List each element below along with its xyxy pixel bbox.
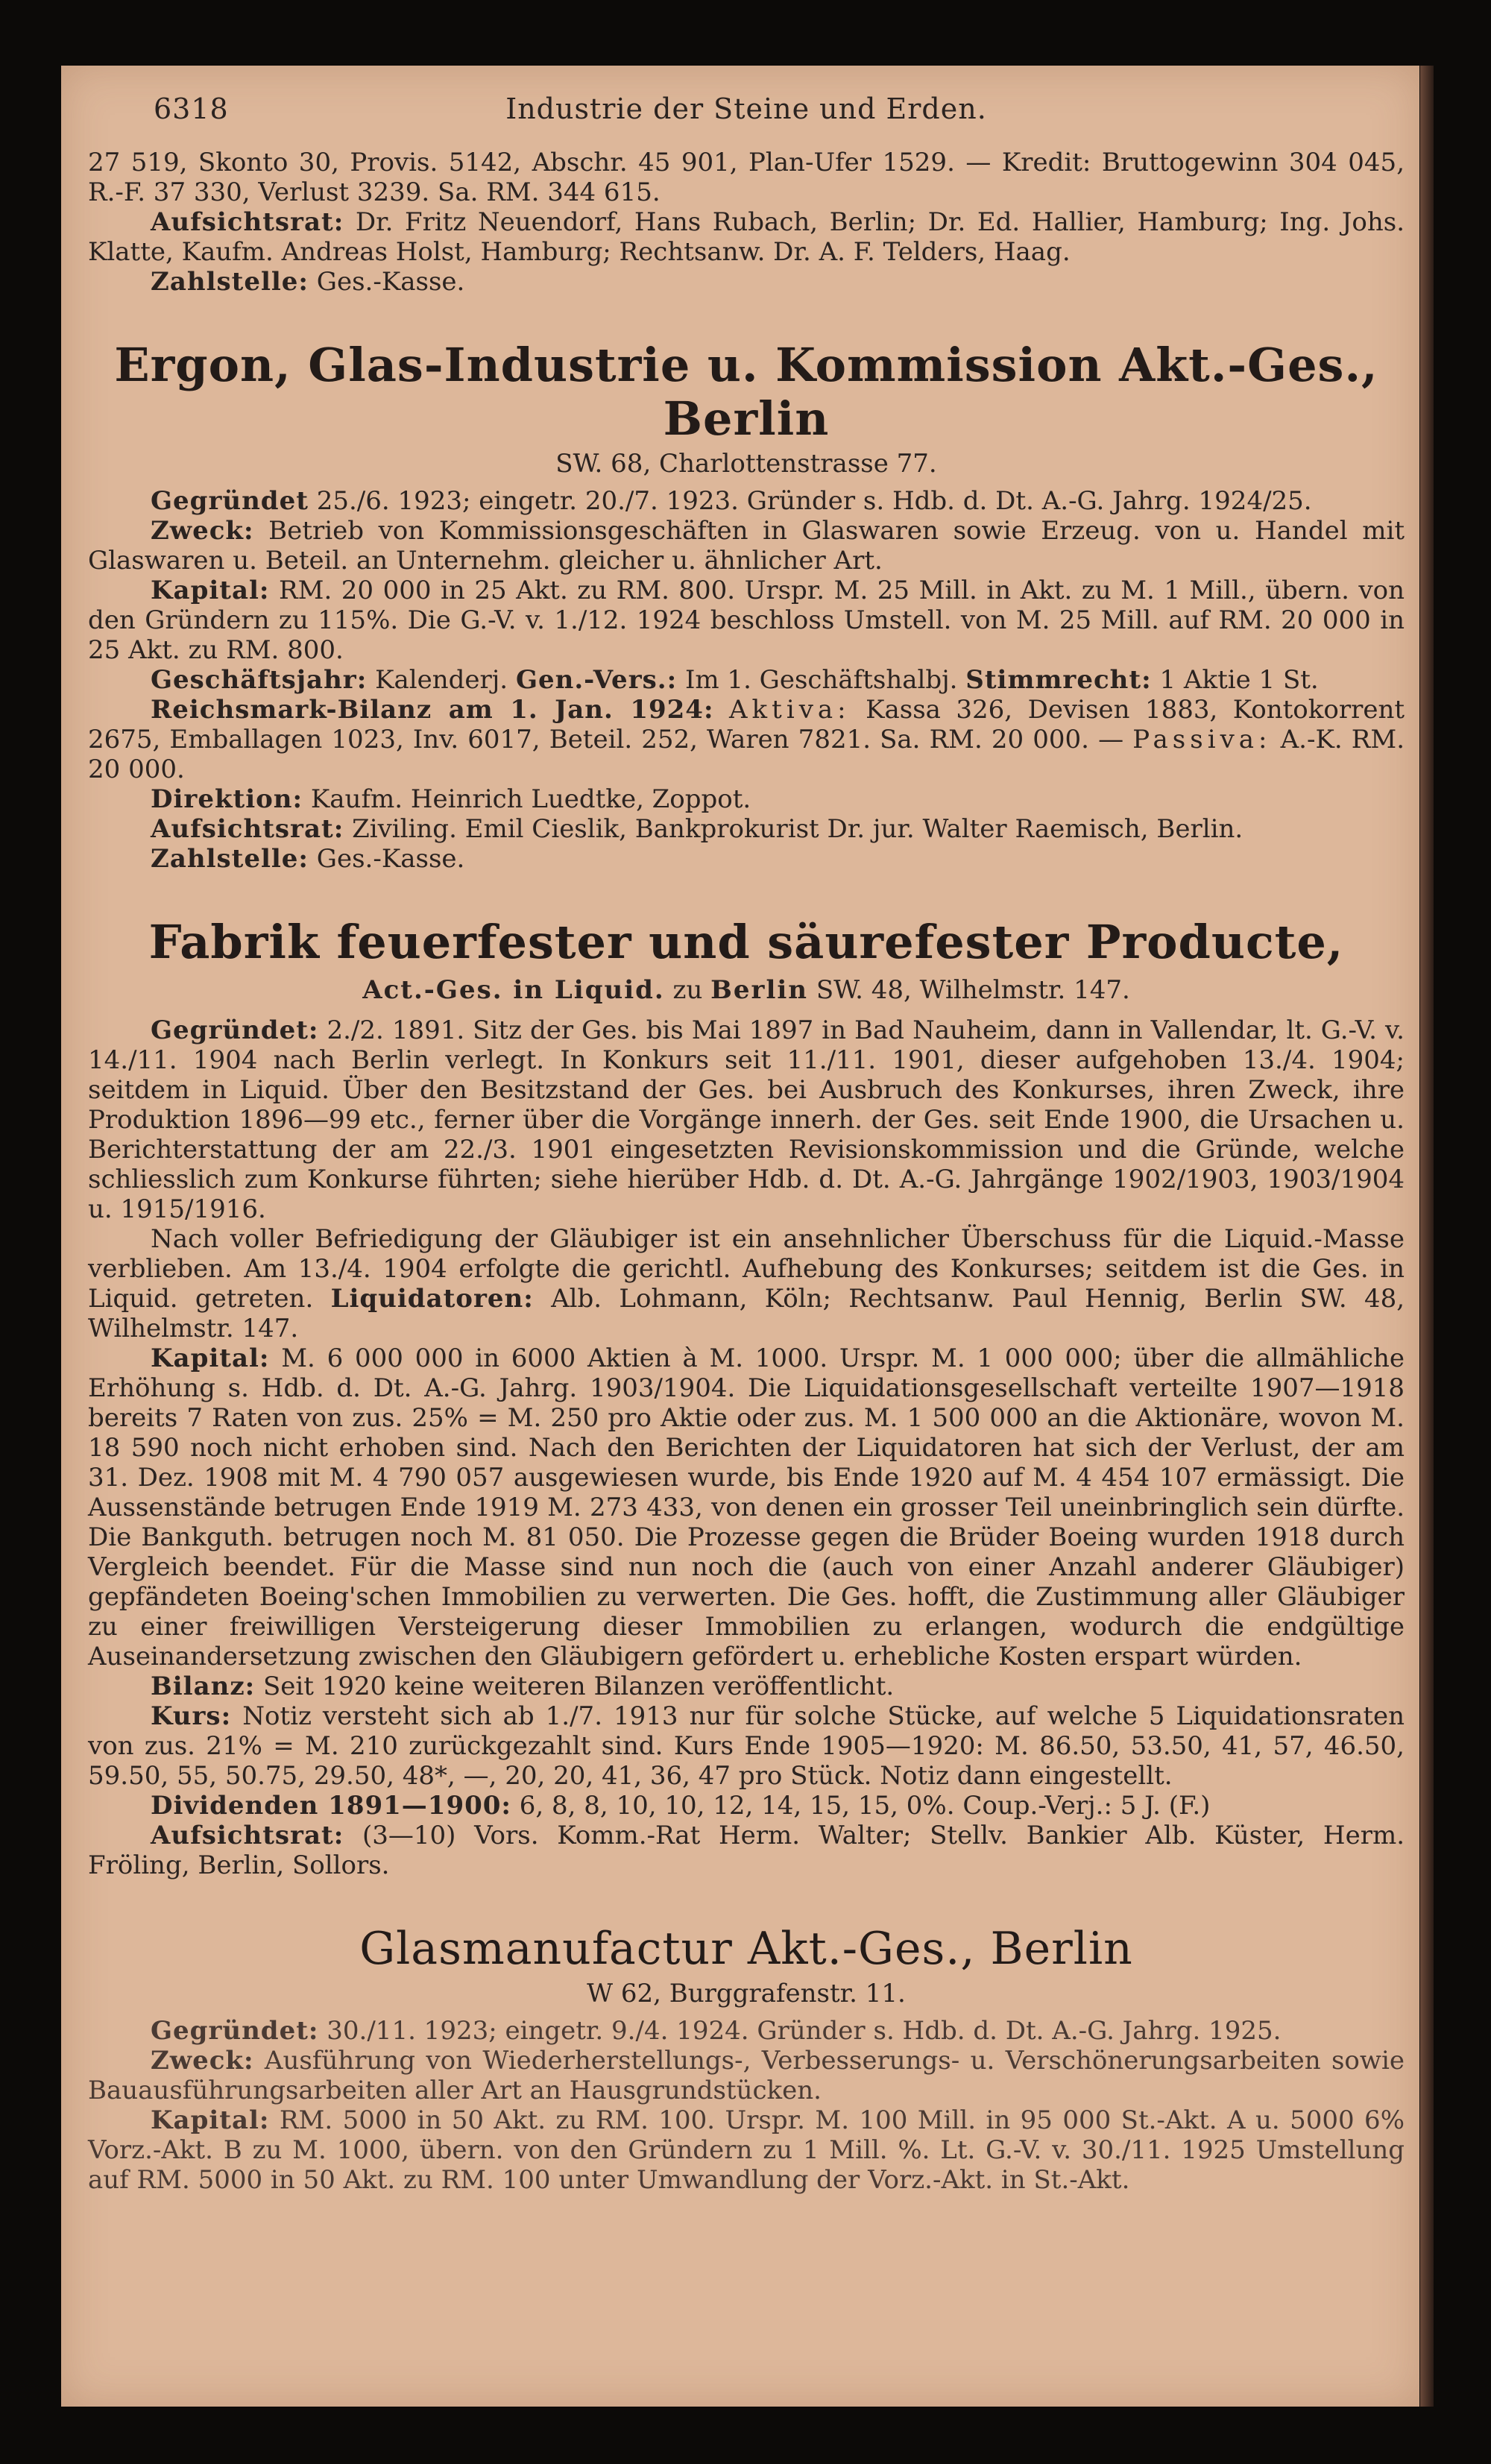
fabrik-nach bbox=[88, 1224, 1405, 1343]
value: RM. 20 000 in 25 Akt. zu RM. 800. Urspr. M. 25 Mill. in Akt. zu M. 1 Mill., übern. von den Gründern zu 115%. Die G.-V. v. 1./12. 1924 beschloss Umstell. von M. 25 Mill. auf RM. 20 000 in 25 Akt. zu RM. 800. bbox=[88, 576, 1405, 665]
value: Ausführung von Wiederherstellungs-, Verbesserungs- u. Verschönerungsarbeiten sowie Bauausführungsarbeiten aller Art an Hausgrundstücken. bbox=[88, 2046, 1405, 2105]
label: Aufsichtsrat: bbox=[151, 1821, 344, 1850]
value: M. 6 000 000 in 6000 Aktien à M. 1000. Urspr. M. 1 000 000; über die allmähliche Erhöhung s. Hdb. d. Dt. A.-G. Jahrg. 1903/1904. Die Liquidationsgesellschaft verteilte 1907—1918 bereits 7 Raten von zus. 25% = M. 250 pro Aktie oder zus. M. 1 500 000 an die Aktionäre, wovon M. 18 590 noch nicht erhoben sind. Nach den Berichten der Liquidatoren hat sich der Verlust, der am 31. Dez. 1908 mit M. 4 790 057 ausgewiesen wurde, bis Ende 1920 auf M. 4 454 107 ermässigt. Die Aussenstände betrugen Ende 1919 M. 273 433, von denen ein grosser Teil uneinbringlich sein dürfte. Die Bankguth. betrugen noch M. 81 050. Die Prozesse gegen die Brüder Boeing wurden 1918 durch Vergleich beendet. Für die Masse sind nun noch die (auch von einer Anzahl anderer Gläubiger) gepfändeten Boeing'schen Immobilien zu verwerten. Die Ges. hofft, die Zustimmung aller Gläubiger zu einer freiwilligen Versteigerung dieser Immobilien zu erlangen, wodurch die endgültige Auseinandersetzung zwischen den Gläubigern gefördert u. erhebliche Kosten erspart würden. bbox=[88, 1343, 1405, 1671]
fabrik-aufsichtsrat bbox=[88, 1821, 1405, 1880]
label: Kapital: bbox=[151, 2105, 270, 2135]
label: Stimmrecht: bbox=[965, 665, 1152, 695]
fabrik-kapital bbox=[88, 1343, 1405, 1671]
passiva-label: Passiva: bbox=[1132, 725, 1272, 754]
ergon-zweck bbox=[88, 516, 1405, 576]
glas-gegruendet bbox=[88, 2016, 1405, 2046]
fabrik-address: SW. 48, Wilhelmstr. 147. bbox=[816, 975, 1130, 1005]
ergon-aufsichtsrat bbox=[88, 814, 1405, 844]
label: Aufsichtsrat: bbox=[151, 814, 344, 844]
label: Kapital: bbox=[151, 1343, 270, 1373]
value: Nach voller Befriedigung der Gläubiger ist ein ansehnlicher Überschuss für die Liquid.-Masse verblieben. Am 13./4. 1904 erfolgte die gerichtl. Aufhebung des Konkurses; seitdem ist die Ges. in Liquid. getreten. bbox=[88, 1224, 1405, 1314]
page-number: 6318 bbox=[154, 92, 229, 125]
value: Kassa 326, Devisen 1883, Kontokorrent 2675, Emballagen 1023, Inv. 6017, Beteil. 252, Waren 7821. Sa. RM. 20 000. — bbox=[88, 695, 1405, 754]
ergon-address: SW. 68, Charlottenstrasse 77. bbox=[555, 449, 937, 479]
value: A.-K. RM. 20 000. bbox=[88, 725, 1405, 784]
value: 2./2. 1891. Sitz der Ges. bis Mai 1897 in Bad Nauheim, dann in Vallendar, lt. G.-V. v. 14./11. 1904 nach Berlin verlegt. In Konkurs seit 11./11. 1901, dieser aufgehoben 13./4. 1904; seitdem in Liquid. Über den Besitzstand der Ges. bei Ausbruch des Konkurses, ihren Zweck, ihre Produktion 1896—99 etc., ferner über die Vorgänge innerh. der Ges. seit Ende 1900, die Ursachen u. Berichterstattung der am 22./3. 1901 eingesetzten Revisionskommission und die Gründe, welche schliesslich zum Konkurse führten; siehe hierüber Hdb. d. Dt. A.-G. Jahrgänge 1902/1903, 1903/1904 u. 1915/1916. bbox=[88, 1015, 1405, 1224]
value: Ges.-Kasse. bbox=[316, 267, 465, 297]
value: Seit 1920 keine weiteren Bilanzen veröffentlicht. bbox=[263, 1671, 895, 1701]
label: Zahlstelle: bbox=[151, 267, 309, 297]
value: Kalenderj. bbox=[375, 665, 508, 695]
label: Gegründet: bbox=[151, 1015, 319, 1045]
fabrik-sub-zu: zu bbox=[672, 975, 703, 1005]
label: Reichsmark-Bilanz am 1. Jan. 1924: bbox=[151, 695, 714, 725]
value: (3—10) Vors. Komm.-Rat Herm. Walter; Stellv. Bankier Alb. Küster, Herm. Fröling, Berlin, Sollors. bbox=[88, 1821, 1405, 1880]
value: Alb. Lohmann, Köln; Rechtsanw. Paul Hennig, Berlin SW. 48, Wilhelmstr. 147. bbox=[88, 1284, 1405, 1343]
value: RM. 5000 in 50 Akt. zu RM. 100. Urspr. M. 100 Mill. in 95 000 St.-Akt. A u. 5000 6% Vorz.-Akt. B zu M. 1000, übern. von den Gründern zu 1 Mill. %. Lt. G.-V. v. 30./11. 1925 Umstellung auf RM. 5000 in 50 Akt. zu RM. 100 unter Umwandlung der Vorz.-Akt. in St.-Akt. bbox=[88, 2105, 1405, 2195]
fabrik-title: Fabrik feuerfester und säurefester Producte, bbox=[148, 915, 1344, 969]
label: Kapital: bbox=[151, 576, 270, 605]
label: Geschäftsjahr: bbox=[151, 665, 368, 695]
carryover-text: 27 519, Skonto 30, Provis. 5142, Abschr. 45 901, Plan-Ufer 1529. — Kredit: Bruttogewinn 304 045, R.-F. 37 330, Verlust 3239. Sa. RM. 344 615. bbox=[88, 148, 1405, 207]
value: 25./6. 1923; eingetr. 20./7. 1923. Gründer s. Hdb. d. Dt. A.-G. Jahrg. 1924/25. bbox=[316, 486, 1312, 516]
label: Dividenden 1891—1900: bbox=[151, 1791, 511, 1821]
ergon-bilanz bbox=[88, 695, 1405, 784]
carryover-section bbox=[88, 148, 1405, 297]
ergon-entry bbox=[88, 338, 1405, 874]
value: Ges.-Kasse. bbox=[316, 844, 465, 874]
glas-zweck bbox=[88, 2046, 1405, 2105]
carryover-zahlstelle bbox=[88, 267, 1405, 297]
aktiva-label: Aktiva: bbox=[729, 695, 851, 725]
value: Betrieb von Kommissionsgeschäften in Glaswaren sowie Erzeug. von u. Handel mit Glaswaren u. Beteil. an Unternehm. gleicher u. ähnlicher Art. bbox=[88, 516, 1405, 576]
label: Liquidatoren: bbox=[330, 1284, 534, 1314]
fabrik-bilanz bbox=[88, 1671, 1405, 1701]
label: Zweck: bbox=[151, 516, 254, 546]
running-header bbox=[88, 88, 1405, 134]
glas-title: Glasmanufactur Akt.-Ges., Berlin bbox=[359, 1923, 1133, 1975]
label: Bilanz: bbox=[151, 1671, 256, 1701]
label: Gegründet: bbox=[151, 2016, 319, 2046]
ergon-direktion bbox=[88, 784, 1405, 814]
fabrik-city: Berlin bbox=[710, 975, 809, 1005]
running-title: Industrie der Steine und Erden. bbox=[505, 92, 987, 125]
fabrik-subtitle bbox=[88, 975, 1405, 1005]
label: Kurs: bbox=[151, 1701, 232, 1731]
glas-kapital bbox=[88, 2105, 1405, 2195]
label: Aufsichtsrat: bbox=[151, 207, 344, 237]
ergon-geschaeftsjahr bbox=[88, 665, 1405, 695]
ergon-kapital bbox=[88, 576, 1405, 665]
ergon-title: Ergon, Glas-Industrie u. Kommission Akt.-Ges., Berlin bbox=[114, 338, 1378, 446]
page-edge bbox=[1420, 66, 1434, 2407]
fabrik-status: Act.-Ges. in Liquid. bbox=[362, 975, 665, 1005]
fabrik-gegruendet bbox=[88, 1015, 1405, 1224]
label: Zahlstelle: bbox=[151, 844, 309, 874]
value: Ziviling. Emil Cieslik, Bankprokurist Dr. jur. Walter Raemisch, Berlin. bbox=[352, 814, 1243, 844]
ergon-zahlstelle bbox=[88, 844, 1405, 874]
fabrik-entry bbox=[88, 916, 1405, 1880]
label: Gen.-Vers.: bbox=[515, 665, 678, 695]
value: 1 Aktie 1 St. bbox=[1159, 665, 1319, 695]
ergon-gegruendet bbox=[88, 486, 1405, 516]
value: 30./11. 1923; eingetr. 9./4. 1924. Gründer s. Hdb. d. Dt. A.-G. Jahrg. 1925. bbox=[327, 2016, 1282, 2046]
fabrik-dividenden bbox=[88, 1791, 1405, 1821]
label: Gegründet bbox=[151, 486, 309, 516]
glas-entry bbox=[88, 1922, 1405, 2195]
value: 6, 8, 8, 10, 10, 12, 14, 15, 15, 0%. Coup.-Verj.: 5 J. (F.) bbox=[519, 1791, 1211, 1821]
page-content bbox=[88, 88, 1405, 2195]
fabrik-kurs bbox=[88, 1701, 1405, 1791]
glas-address: W 62, Burggrafenstr. 11. bbox=[587, 1979, 906, 2008]
value: Notiz versteht sich ab 1./7. 1913 nur für solche Stücke, auf welche 5 Liquidationsraten von zus. 21% = M. 210 zurückgezahlt sind. Kurs Ende 1905—1920: M. 86.50, 53.50, 41, 57, 46.50, 59.50, 55, 50.75, 29.50, 48*, —, 20, 20, 41, 36, 47 pro Stück. Notiz dann eingestellt. bbox=[88, 1701, 1405, 1791]
value: Im 1. Geschäftshalbj. bbox=[684, 665, 958, 695]
carryover-aufsichtsrat bbox=[88, 207, 1405, 267]
label: Zweck: bbox=[151, 2046, 254, 2076]
value: Dr. Fritz Neuendorf, Hans Rubach, Berlin; Dr. Ed. Hallier, Hamburg; Ing. Johs. Klatte, Kaufm. Andreas Holst, Hamburg; Rechtsanw. Dr. A. F. Telders, Haag. bbox=[88, 207, 1405, 267]
label: Direktion: bbox=[151, 784, 303, 814]
value: Kaufm. Heinrich Luedtke, Zoppot. bbox=[310, 784, 751, 814]
